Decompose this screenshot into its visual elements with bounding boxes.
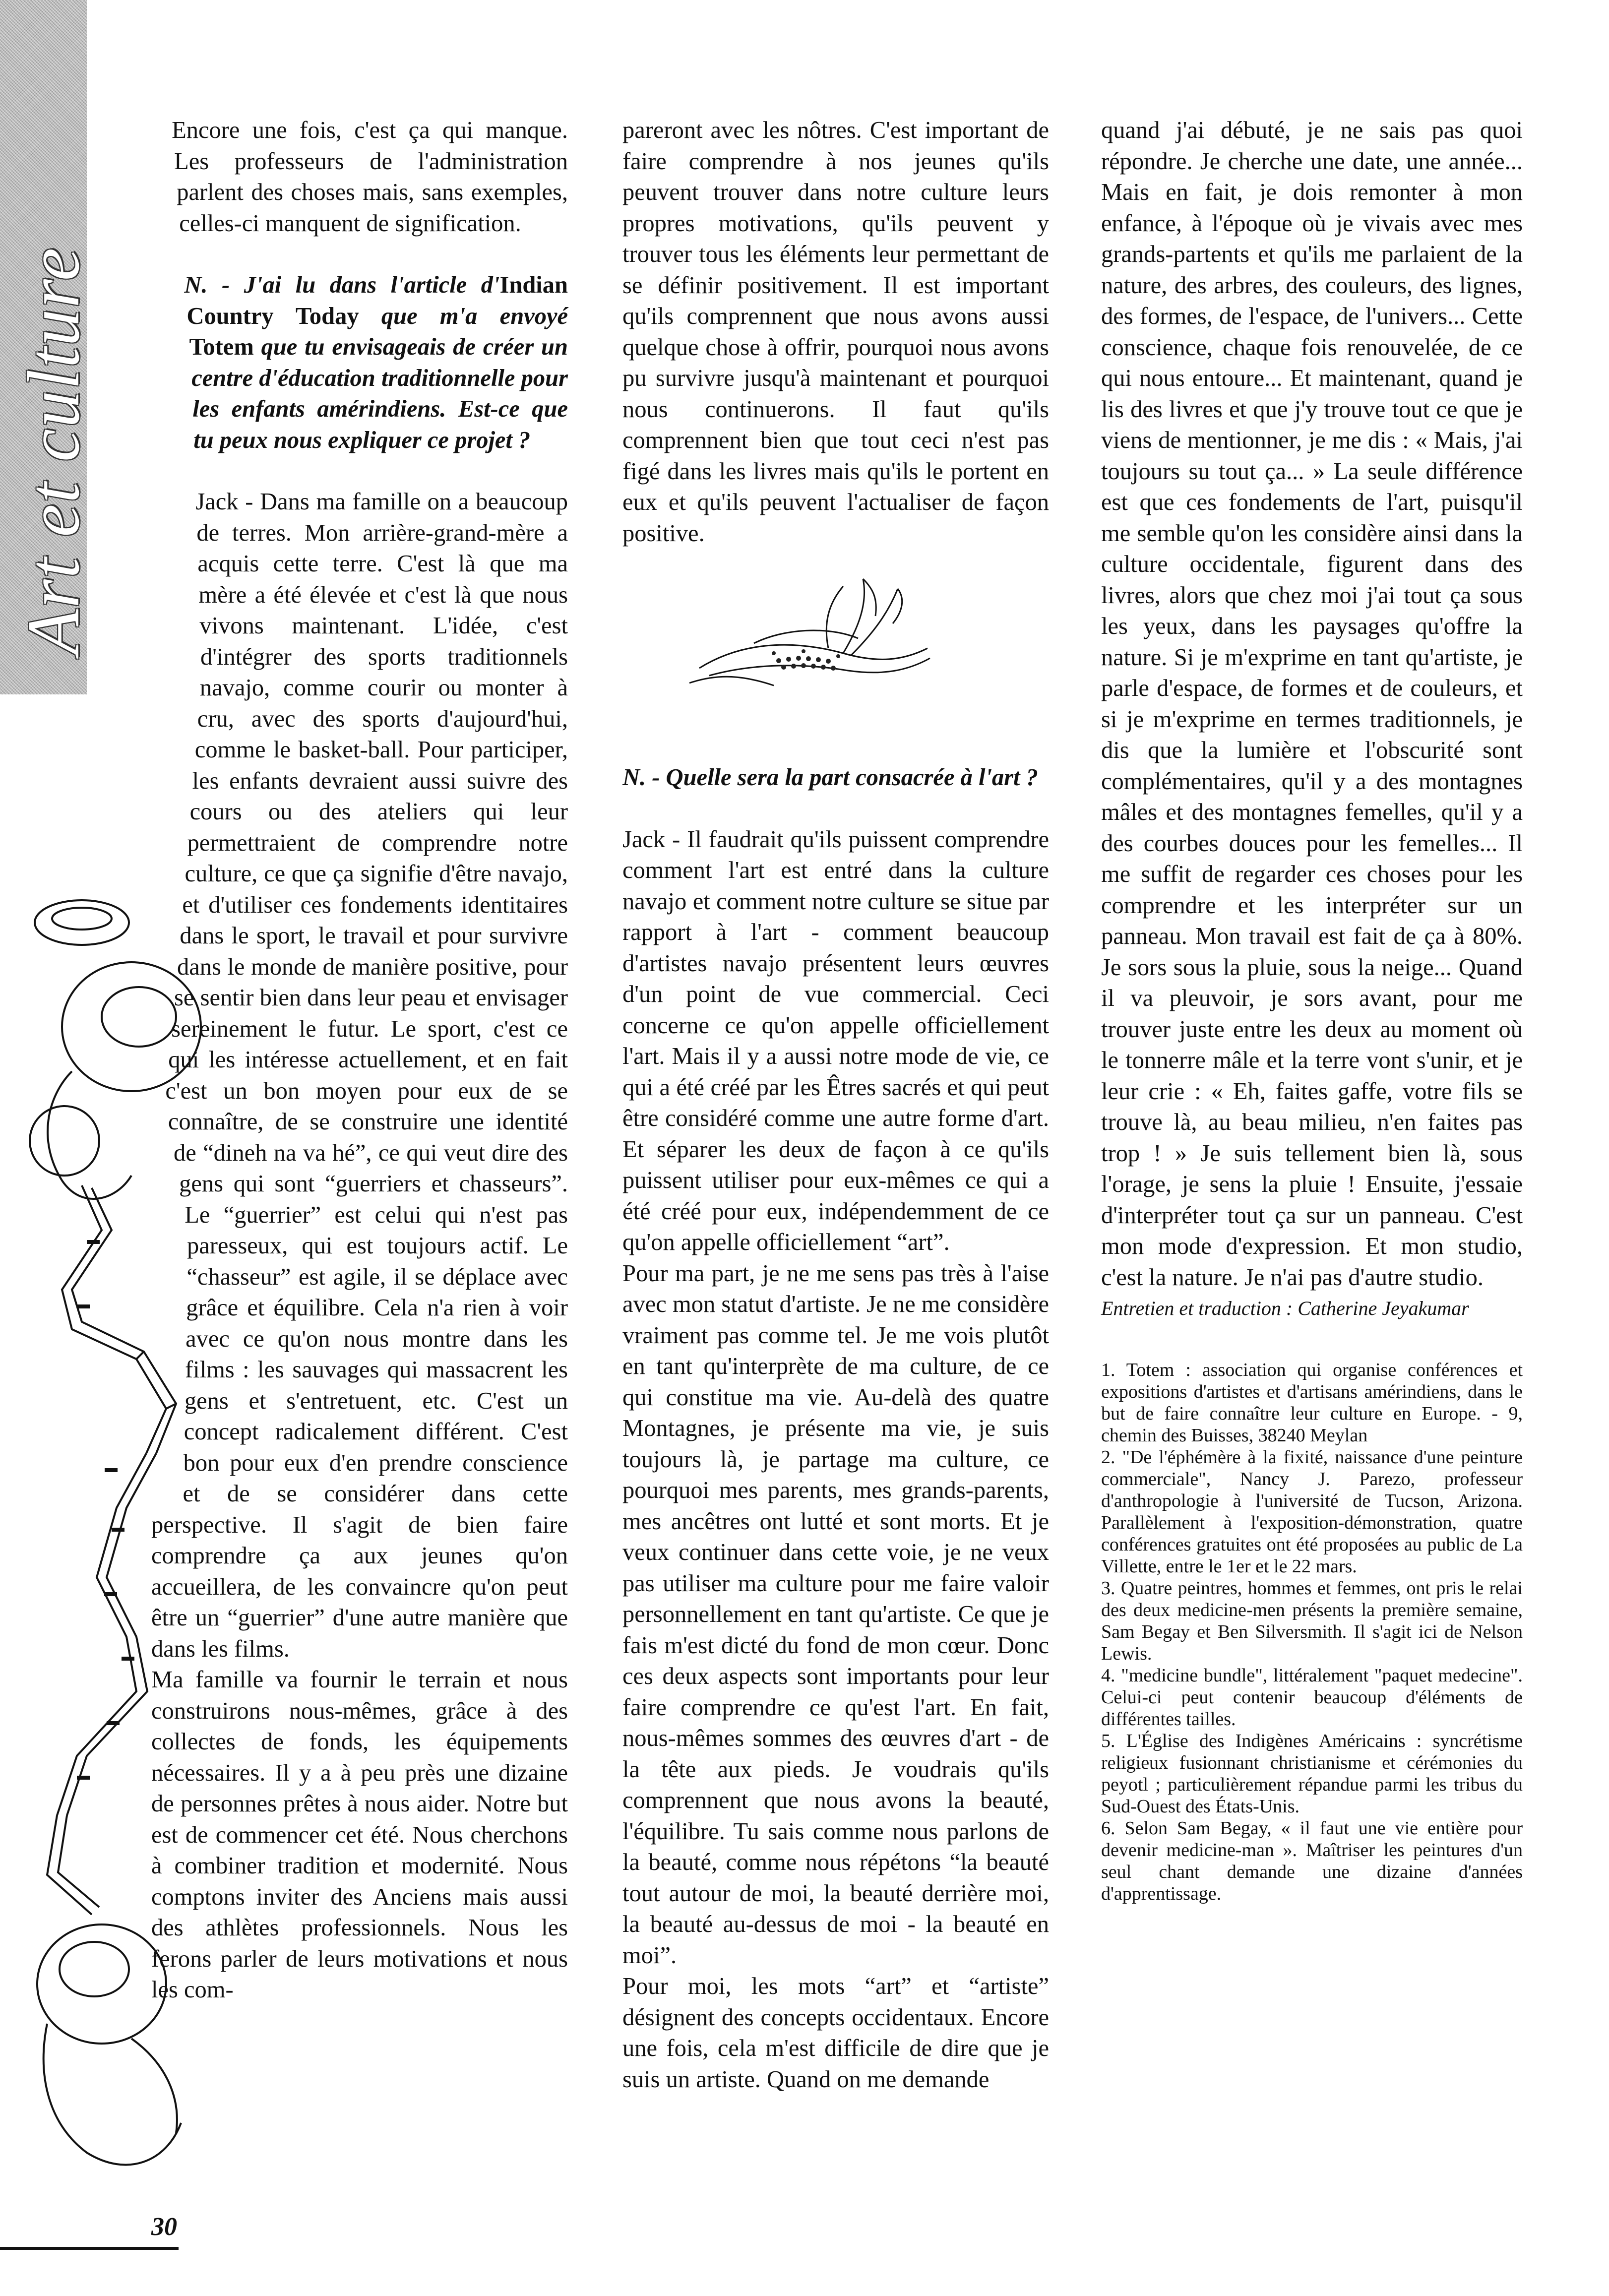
footnote: 1. Totem : association qui organise conférences et expositions d'artistes et d'artisans amérindiens, dans le but de faire connaître leur culture en Europe. - 9, chemin des Buisses, 38240 Meylan [1101, 1359, 1523, 1446]
column-2 [622, 115, 1049, 2095]
col2-para-1: pareront avec les nôtres. C'est important de faire comprendre à nos jeunes qu'ils peuvent trouver dans notre culture leurs propres motivations, qu'ils peuvent y trouver tous les éléments leur permettant de se définir positivement. Il est important qu'ils comprennent que nous avons aussi quelque chose à offrir, pourquoi nous avons pu survivre jusqu'à maintenant et pourquoi nous continuerons. Il faut qu'ils comprennent bien que tout ceci n'est pas figé dans les livres mais qu'ils le portent en eux et qu'ils peuvent l'actualiser de façon positive. [622, 117, 1049, 547]
col1-para-1: Encore une fois, c'est ça qui manque. Les professeurs de l'administration parlent des choses mais, sans exemples, celles-ci manquent de signification. [172, 117, 568, 237]
question-1-c: que m'a envoyé [359, 303, 568, 329]
footnote: 6. Selon Sam Begay, « il faut une vie entière pour devenir medicine-man ». Maîtriser les peintures d'un seul chant demande une dizaine d'années d'apprentissage. [1101, 1817, 1523, 1904]
page-number: 30 [151, 2213, 177, 2241]
question-1 [151, 270, 568, 456]
col2-para-2: Jack - Il faudrait qu'ils puissent comprendre comment l'art est entré dans la culture navajo et comment notre culture se situe par rapport à l'art - comment beaucoup d'artistes navajo présentent leurs œuvres d'un point de vue commercial. Ceci concerne ce qu'on appelle officiellement l'art. Mais il y a aussi notre mode de vie, ce qui a été créé par les Êtres sacrés et qui peut être considéré comme une autre forme d'art. Et séparer les deux de façon à ce qu'ils puissent utiliser pour eux-mêmes ce qui a été créé pour eux, indépendemment de ce qu'on appelle officiellement “art”. [622, 826, 1049, 1255]
column-3 [1101, 115, 1523, 1905]
footnotes [1101, 1359, 1523, 1905]
footnote: 4. "medicine bundle", littéralement "paquet medecine". Celui-ci peut contenir beaucoup d'éléments de différentes tailles. [1101, 1665, 1523, 1730]
credit-line: Entretien et traduction : Catherine Jeyakumar [1101, 1297, 1469, 1319]
col1-para-3: Ma famille va fournir le terrain et nous construirons nous-mêmes, grâce à des collectes de fonds, les équipements nécessaires. Il y a à peu près une dizaine de personnes prêtes à nous aider. Notre but est de commencer cet été. Nous cherchons à combiner tradition et modernité. Nous comptons inviter des Anciens mais aussi des athlètes professionnels. Nous les ferons parler de leurs motivations et nous les com- [151, 1667, 568, 2003]
col1-para-2: Jack - Dans ma famille on a beaucoup de terres. Mon arrière-grand-mère a acquis cette terre. C'est là que ma mère a été élevée et c'est là que nous vivons maintenant. L'idée, c'est d'intégrer des sports traditionnels navajo, comme courir ou monter à cru, avec des sports d'aujourd'hui, comme le basket-ball. Pour participer, les enfants devraient aussi suivre des cours ou des ateliers qui leur permettraient de comprendre notre culture, ce que ça signifie d'être navajo, et d'utiliser ces fondements identitaires dans le sport, le travail et pour survivre dans le monde de manière positive, pour se sentir bien dans leur peau et envisager sereinement le futur. Le sport, c'est ce qui les intéresse actuellement, et en fait c'est un bon moyen pour eux de se connaître, de se construire une identité de “dineh na va hé”, ce qui veut dire des gens qui sont “guerriers et chasseurs”. Le “guerrier” est celui qui n'est pas paresseux, qui est toujours actif. Le “chasseur” est agile, il se déplace avec grâce et équilibre. Cela n'a rien à voir avec ce qu'on nous montre dans les films : les sauvages qui massacrent les gens et s'entretuent, etc. C'est un concept radicalement différent. C'est bon pour eux d'en prendre conscience et de se considérer dans cette perspective. Il s'agit de bien faire comprendre ça aux jeunes qu'on accueillera, de les convaincre qu'on peut être un “guerrier” d'une autre manière que dans les films. [151, 489, 568, 1662]
question-1-e: que tu envisageais de créer un centre d'éducation traditionnelle pour les enfants amérindiens. Est-ce que tu peux nous expliquer ce projet ? [191, 334, 568, 453]
question-1-a: N. - J'ai lu dans l'article d' [184, 272, 500, 298]
col2-para-4: Pour moi, les mots “art” et “artiste” désignent des concepts occidentaux. Encore une fois, cela m'est difficile de dire que je suis un artiste. Quand on me demande [622, 1973, 1049, 2093]
col3-para-1: quand j'ai débuté, je ne sais pas quoi répondre. Je cherche une date, une année... Mais en fait, je dois remonter à mon enfance, à l'époque où je vivais avec mes grands-partents et qu'ils me parlaient de la nature, des arbres, des couleurs, des lignes, des formes, de l'espace, de l'univers... Cette conscience, chaque fois renouvelée, de ce qui nous entoure... Et maintenant, quand je lis des livres et que j'y trouve tout ce que je viens de mentionner, je me dis : « Mais, j'ai toujours su tout ça... » La seule différence est que ces fondements de l'art, puisqu'il me semble qu'on les considère ainsi dans la culture occidentale, figurent dans des livres, alors que chez moi j'ai tout ça sous les yeux, dans les paysages qu'offre la nature. Si je m'exprime en tant qu'artiste, je parle d'espace, de formes et de couleurs, et si je m'exprime en termes traditionnels, je dis que la lumière et l'obscurité sont complémentaires, qu'il y a des montagnes mâles et des montagnes femelles, qu'il y a des courbes douces pour les femelles... Il me suffit de regarder ces choses pour les comprendre et les interpréter sur un panneau. Mon travail est fait de ça à 80%. Je sors sous la pluie, sous la neige... Quand il va pleuvoir, je sors avant, pour me trouver juste entre les deux au moment où le tonnerre mâle et la terre vont s'unir, et je leur crie : « Eh, faites gaffe, votre fils se trouve là, au beau milieu, n'en faites pas trop ! » Je suis tellement bien là, sous l'orage, je sens la pluie ! Ensuite, j'essaie d'interpréter tout ça sur un panneau. C'est mon mode d'expression. Et mon studio, c'est la nature. Je n'ai pas d'autre studio. [1101, 117, 1523, 1291]
publication-name: Indian Country Today [186, 272, 568, 329]
footnote: 2. "De l'éphémère à la fixité, naissance d'une peinture commerciale", Nancy J. Parezo, professeur d'anthropologie à l'université de Tucson, Arizona. Parallèlement à l'exposition-démonstration, quatre conférences gratuites ont été proposées au public de La Villette, entre le 1er et le 22 mars. [1101, 1446, 1523, 1577]
footer-rule [0, 2247, 179, 2250]
section-title: Art et culture [12, 247, 95, 655]
question-2: N. - Quelle sera la part consacrée à l'art ? [622, 764, 1038, 791]
col2-para-3: Pour ma part, je ne me sens pas très à l'aise avec mon statut d'artiste. Je ne me considère vraiment pas comme tel. Je me vois plutôt en tant qu'interprète de ma culture, de ce qui constitue ma vie. Au-delà des quatre Montagnes, je présente ma vie, je suis toujours là, je partage ma culture, ce pourquoi mes parents, mes grands-parents, mes ancêtres ont lutté et sont morts. Et je veux continuer dans cette voie, je ne veux pas utiliser ma culture pour me faire valoir personnellement en tant qu'artiste. Ce que je fais m'est dicté du fond de mon cœur. Donc ces deux aspects sont importants pour leur faire comprendre ce qu'est l'art. En fait, nous-mêmes sommes des œuvres d'art - de la tête aux pieds. Je voudrais qu'ils comprennent que nous avons la beauté, l'équilibre. Tu sais comme nous parlons de la beauté, comme nous répétons “la beauté tout autour de moi, la beauté derrière moi, la beauté au-dessus de moi - la beauté en moi”. [622, 1260, 1049, 1969]
figures-illustration-icon [17, 883, 250, 2222]
footnote: 3. Quatre peintres, hommes et femmes, ont pris le relai des deux medicine-men présents la première semaine, Sam Begay et Ben Silversmith. Il s'agit ici de Nelson Lewis. [1101, 1577, 1523, 1664]
org-name: Totem [189, 334, 254, 360]
corn-illustration-icon [680, 569, 937, 703]
footnote: 5. L'Église des Indigènes Américains : syncrétisme religieux fusionnant christianisme et cérémonies du peyotl ; particulièrement répandue parmi les tribus du Sud-Ouest des États-Unis. [1101, 1730, 1523, 1817]
